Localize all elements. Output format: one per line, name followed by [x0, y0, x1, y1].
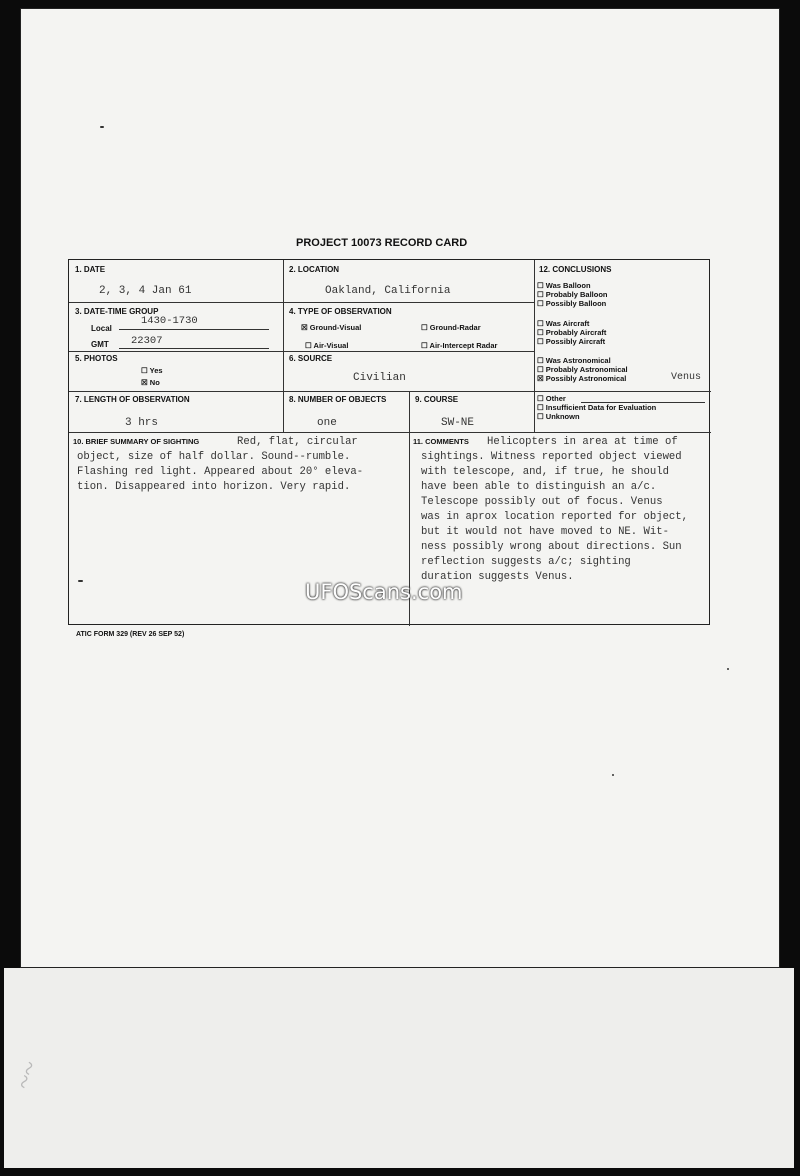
number-of-objects-value: one: [317, 417, 337, 429]
air-visual-option: ☐ Air-Visual: [305, 341, 349, 350]
speck: [727, 668, 729, 670]
divider: [534, 260, 535, 432]
record-card: [68, 259, 710, 625]
conclusion-item: ☐ Unknown: [537, 412, 580, 421]
conclusion-item: ☐ Was Balloon: [537, 281, 591, 290]
divider: [69, 391, 711, 392]
brief-summary-label: 10. BRIEF SUMMARY OF SIGHTING: [73, 437, 200, 446]
conclusion-item: ☐ Possibly Balloon: [537, 299, 607, 308]
conclusion-item: ☐ Was Astronomical: [537, 356, 611, 365]
local-value: 1430-1730: [141, 315, 198, 327]
conclusion-item: ☐ Was Aircraft: [537, 319, 590, 328]
divider: [69, 302, 535, 303]
smudge-mark: ~~: [8, 1056, 46, 1094]
local-label: Local: [91, 324, 112, 333]
length-value: 3 hrs: [125, 417, 159, 429]
brief-summary-text: Red, flat, circular object, size of half dollar. Sound--rumble. Flashing red light. Appeared about 20° eleva- tion. Disappeared into horizon. Very rapid.: [77, 436, 364, 493]
comments-label: 11. COMMENTS: [413, 437, 469, 446]
length-of-observation-label: 7. LENGTH OF OBSERVATION: [75, 395, 190, 404]
conclusion-item: ☐ Probably Astronomical: [537, 365, 628, 374]
divider: [69, 432, 711, 433]
conclusion-item: ☐ Probably Balloon: [537, 290, 608, 299]
astronomical-note: Venus: [671, 372, 702, 383]
gmt-label: GMT: [91, 340, 109, 349]
date-time-group-label: 3. DATE-TIME GROUP: [75, 307, 159, 316]
photos-yes-option: ☐ Yes: [141, 366, 163, 375]
date-label: 1. DATE: [75, 265, 106, 274]
type-of-observation-label: 4. TYPE OF OBSERVATION: [289, 307, 392, 316]
conclusion-item: ☒ Possibly Astronomical: [537, 374, 627, 383]
divider: [283, 260, 284, 432]
comments-text: Helicopters in area at time of sightings. Witness reported object viewed with telescope, and, if true, he should have been able to distinguish an a/c. Telescope possibly out of focus. Venus was in aprox location reported for object, but it would not have moved to NE. Wit- ness possibly wrong about directions. Sun reflection suggests a/c; sighting duration suggests Venus.: [421, 436, 689, 583]
watermark: UFOScans.com: [305, 580, 463, 604]
conclusion-item: ☐ Probably Aircraft: [537, 328, 607, 337]
conclusion-item: ☐ Other: [537, 394, 566, 403]
gmt-value: 22307: [131, 335, 163, 347]
speck: [612, 774, 614, 776]
ground-visual-option: ☒ Ground-Visual: [301, 323, 362, 332]
divider: [69, 351, 535, 352]
location-value: Oakland, California: [325, 285, 451, 297]
ground-radar-option: ☐ Ground-Radar: [421, 323, 481, 332]
conclusions-label: 12. CONCLUSIONS: [539, 265, 612, 274]
local-underline: [119, 329, 269, 330]
photos-no-option: ☒ No: [141, 378, 160, 387]
course-label: 9. COURSE: [415, 395, 459, 404]
gmt-underline: [119, 348, 269, 349]
number-of-objects-label: 8. NUMBER OF OBJECTS: [289, 395, 387, 404]
speck: [100, 126, 104, 128]
card-title: PROJECT 10073 RECORD CARD: [296, 237, 468, 249]
photos-label: 5. PHOTOS: [75, 354, 118, 363]
date-value: 2, 3, 4 Jan 61: [99, 285, 192, 297]
air-intercept-radar-option: ☐ Air-Intercept Radar: [421, 341, 498, 350]
conclusion-item: ☐ Possibly Aircraft: [537, 337, 606, 346]
form-code: ATIC FORM 329 (REV 26 SEP 52): [76, 631, 185, 638]
location-label: 2. LOCATION: [289, 265, 340, 274]
conclusion-item: ☐ Insufficient Data for Evaluation: [537, 403, 657, 412]
source-label: 6. SOURCE: [289, 354, 333, 363]
underlying-paper: [4, 968, 794, 1168]
course-value: SW-NE: [441, 417, 475, 429]
source-value: Civilian: [353, 372, 406, 384]
